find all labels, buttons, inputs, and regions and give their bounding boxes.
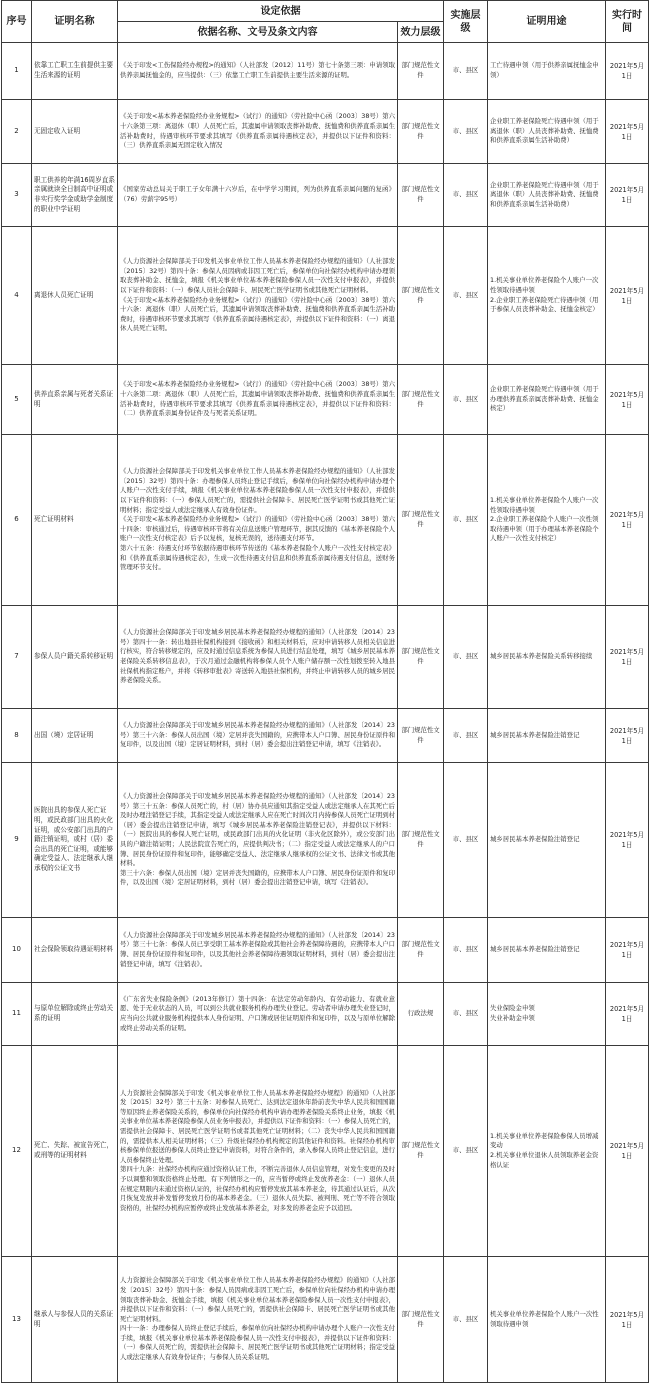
row-number: 7 <box>2 606 32 709</box>
implementation-level: 市、县区 <box>444 227 488 365</box>
implementation-level: 市、县区 <box>444 164 488 227</box>
basis-text: 《人力资源社会保障部关于印发城乡居民基本养老保险经办规程的通知》（人社部发〔2014〕23号）第四十一条：转出地县社保机构接到《接收函》和相关材料后，应对申请转移人员相关信息进行核实，符合转移规定的，应及时通过信息系统为参保人员进行结息处理，填写《城乡居民基本养老保险关系转移信息表》，于次月通过金融机构将参保人员个人账户储存额一次性划拨至转入地县社保机构指定账户，并将《转移审批表》寄送转入地县社保机构，并终止申请转移人员的城乡居民养老保险关系。 <box>118 606 398 709</box>
usage-text: 机关事业单位养老保险个人账户一次性领取待遇申领 <box>488 1257 606 1383</box>
effect-level: 行政法规 <box>398 983 444 1046</box>
effect-level: 部门规范性文件 <box>398 918 444 983</box>
basis-text: 《广东省失业保险条例》（2013年修订）第十四条：在法定劳动年龄内、有劳动能力、有就业意愿、处于无业状态的人员，可以到公共就业服务机构办理失业登记。劳动者申请办理失业登记时，应当向公共就业服务机构提供本人身份证明、户口簿或居住证明原件和复印件，以及与原单位解除或终止劳动关系的证明。 <box>118 983 398 1046</box>
usage-text: 城乡居民基本养老保险关系转移接续 <box>488 606 606 709</box>
certificate-name: 与原单位解除或终止劳动关系的证明 <box>32 983 118 1046</box>
certificate-name: 职工供养的年满16周岁直系亲属就读全日制高中证明或非实行奖学金或助学金制度的职业中学证明 <box>32 164 118 227</box>
effective-date: 2021年5月1日 <box>606 763 649 918</box>
row-number: 12 <box>2 1046 32 1257</box>
basis-text: 《关于印发<工伤保险经办规程>的通知》（人社部发〔2012〕11号）第七十条第三项：申请领取供养亲属抚恤金的，应当提供：（三）依靠工亡职工生前提供主要生活来源的证明。 <box>118 43 398 100</box>
effect-level: 部门规范性文件 <box>398 1257 444 1383</box>
effective-date: 2021年5月1日 <box>606 100 649 164</box>
row-number: 2 <box>2 100 32 164</box>
header-basis-group: 设定依据 <box>118 1 444 22</box>
basis-text: 人力资源社会保障部关于印发《机关事业单位工作人员基本养老保险经办规程》的通知》（人社部发〔2015〕32号）第四十条：参保人员因病或非因工死亡后，参保单位向社保经办机构申请办理领取丧葬补助金、抚恤金手续，填报《机关事业单位基本养老保险参保人员一次性支付申报表》，并提供以下证件和资料：（一）参保人员死亡的，需提供社会保障卡、居民死亡医学证明书或其他死亡证明材料。 四十一条：办理参保人员终止登记手续后，参保单位向社保经办机构申请办理个人账户一次性支付手续，填报《机关事业单位基本养老保险参保人员一次性支付申报表》，并提供以下证件和资料：（一）参保人员死亡的，需提供社会保障卡、居民死亡医学证明书或其他死亡证明材料；指定受益人或法定继承人有效身份证件；与参保人员关系证明。 <box>118 1257 398 1383</box>
table-row <box>2 1257 649 1383</box>
implementation-level: 市、县区 <box>444 1046 488 1257</box>
effective-date: 2021年5月1日 <box>606 1046 649 1257</box>
effect-level: 部门规范性文件 <box>398 709 444 763</box>
effect-level: 部门规范性文件 <box>398 763 444 918</box>
implementation-level: 市、县区 <box>444 1257 488 1383</box>
basis-text: 《人力资源社会保障部关于印发机关事业单位工作人员基本养老保险经办规程的通知》（人社部发〔2015〕32号）第四十条：办理参保人员终止登记手续后，参保单位向社保经办机构申请办理个人账户一次性支付手续，填报《机关事业单位基本养老保险参保人员一次性支付申报表》，并提供以下证件和资料：（一）参保人员死亡的，需提供社会保障卡、居民死亡医学证明书或其他死亡证明材料；指定受益人或法定继承人有效身份证件。 《关于印发<基本养老保险经办业务规程>（试行）的通知》（劳社险中心函〔2003〕38号）第六十四条：审核通过后，待遇审核环节将有关信息送账户管理环节，据其反馈的《基本养老保险个人账户一次性支付核定表》后予以复核，复核无误的，送待遇支付环节。 第六十五条：待遇支付环节依据待遇审核环节传送的《基本养老保险个人账户一次性支付核定表》和《供养直系亲属待遇核定表》，生成一次性待遇支付信息和供养直系亲属待遇支付信息，送财务管理环节支付。 <box>118 435 398 606</box>
certificate-name: 死亡证明材料 <box>32 435 118 606</box>
certificate-name: 依靠工亡职工生前提供主要生活来源的证明 <box>32 43 118 100</box>
basis-text: 《人力资源社会保障部关于印发城乡居民基本养老保险经办规程的通知》（人社部发〔2014〕23号）第三十七条：参保人员已享受职工基本养老保险或其他社会养老保障待遇的，应携带本人户口簿、居民身份证原件和复印件，以及其他社会养老保障待遇领取证明材料，到村（居）委会提出注销登记申请，填写《注销表》。 <box>118 918 398 983</box>
effect-level: 部门规范性文件 <box>398 43 444 100</box>
effective-date: 2021年5月1日 <box>606 983 649 1046</box>
basis-text: 人力资源社会保障部关于印发《机关事业单位工作人员基本养老保险经办规程》的通知》（人社部发〔2015〕32号）第三十五条：对参保人员死亡、达到法定退休年龄前丧失中华人民共和国国籍等原因终止养老保险关系的，参保单位向社保经办机构申请办理养老保险关系终止业务，填报《机关事业单位基本养老保险参保人员业务申报表》，并提供以下证件和资料：（一）参保人员死亡的，需提供社会保障卡、居民死亡医学证明书或者其他死亡证明材料；（二）丧失中华人民共和国国籍的，需提供本人相关证明材料；（三）升级社保经办机构规定的其他证件和资料。社保经办机构审核参保单位报送的参保人员终止登记申请资料，对符合条件的，录入参保人员终止登记信息，进行人员参保终止处理。 第四十九条：社保经办机构应通过资格认证工作，不断完善退休人员信息管理，对发生变更的及时予以调整和领取资格终止处理。有下列情形之一的，应当暂停或终止发放养老金：（一）退休人员在规定期限内未通过资格认证的，社保经办机构应暂停发放其基本养老金，待其通过认证后，从次月恢复发放并补发暂停发放月份的基本养老金。（三）退休人员失踪、被判刑、死亡等不符合领取资格的，社保经办机构应暂停或终止发放基本养老金，对多发的养老金应予以追回。 <box>118 1046 398 1257</box>
effective-date: 2021年5月1日 <box>606 606 649 709</box>
row-number: 3 <box>2 164 32 227</box>
certificate-name: 出国（境）定居证明 <box>32 709 118 763</box>
implementation-level: 市、县区 <box>444 365 488 435</box>
implementation-level: 市、县区 <box>444 435 488 606</box>
table-row <box>2 227 649 365</box>
effective-date: 2021年5月1日 <box>606 43 649 100</box>
implementation-level: 市、县区 <box>444 100 488 164</box>
certificate-name: 参保人员户籍关系转移证明 <box>32 606 118 709</box>
certificate-table <box>1 0 649 1383</box>
certificate-name: 死亡、失踪、被宣告死亡，或刑等的证明材料 <box>32 1046 118 1257</box>
row-number: 13 <box>2 1257 32 1383</box>
basis-text: 《人力资源社会保障部关于印发城乡居民基本养老保险经办规程的通知》（人社部发〔2014〕23号）第三十六条：参保人员出国（境）定居并丧失国籍的，应携带本人户口簿、居民身份证原件和复印件，以及出国（境）定居证明材料，到村（居）委会提出注销登记申请，填写《注销表》。 <box>118 709 398 763</box>
header-seq: 序号 <box>2 1 32 43</box>
usage-text: 1.机关事业单位养老保险个人账户一次性领取待遇申领 2.企业职工养老保险个人账户一次性领取待遇申领（用于办理基本养老保险个人账户一次性支付核定） <box>488 435 606 606</box>
table-row <box>2 709 649 763</box>
effective-date: 2021年5月1日 <box>606 365 649 435</box>
usage-text: 失业保险金申领 失业补助金申领 <box>488 983 606 1046</box>
basis-text: 《人力资源社会保障部关于印发机关事业单位工作人员基本养老保险经办规程的通知》（人社部发〔2015〕32号）第四十条：参保人员因病或非因工死亡后，参保单位向社保经办机构申请办理领取丧葬补助金、抚恤金，填报《机关事业单位基本养老保险参保人员一次性支付申报表》，并提供以下证件和资料：（一）参保人员社会保障卡、居民死亡医学证明书或其他死亡证明材料。 《关于印发<基本养老保险经办业务规程>（试行）的通知》（劳社险中心函〔2003〕38号）第六十六条：离退休（职）人员死亡后，其遗属申请领取丧葬补助费、抚恤费和供养直系亲属生活补助费时，待遇审核环节要求其填写《供养直系亲属待遇核定表》，并提供以下证件和资料：（一）离退休人员死亡证明。 <box>118 227 398 365</box>
implementation-level: 市、县区 <box>444 709 488 763</box>
effect-level: 部门规范性文件 <box>398 227 444 365</box>
certificate-name: 供养直系亲属与死者关系证明 <box>32 365 118 435</box>
effect-level: 部门规范性文件 <box>398 435 444 606</box>
implementation-level: 市、县区 <box>444 606 488 709</box>
row-number: 1 <box>2 43 32 100</box>
usage-text: 1.机关事业单位养老保险个人账户一次性领取待遇申领 2.企业职工养老保险死亡待遇申领（用于参保人员丧葬补助金、抚恤金核定） <box>488 227 606 365</box>
usage-text: 城乡居民基本养老保险注销登记 <box>488 709 606 763</box>
basis-text: 《人力资源社会保障部关于印发城乡居民基本养老保险经办规程的通知》（人社部发〔2014〕23号）第三十五条：参保人员死亡的，村（居）协办员应通知其指定受益人或法定继承人在其死亡后及时办理注销登记手续，其指定受益人或法定继承人应在死亡时间次月内持参保人员死亡证明到村（居）委会提出注销登记申请，填写《城乡居民基本养老保险注销登记表》，并提供以下材料：（一）医院出具的参保人死亡证明，或民政部门出具的火化证明（非火化区除外），或公安部门出具的户籍注销证明；人民法院宣告死亡的，应提供判决书；（二）指定受益人或法定继承人的户口簿、居民身份证原件和复印件，能够确定受益人、法定继承人继承权的公证文书、法律文书或其他材料。 第三十六条：参保人员出国（境）定居并丧失国籍的，应携带本人户口簿、居民身份证原件和复印件，以及出国（境）定居证明材料，到村（居）委会提出注销登记申请，填写《注销表》。 <box>118 763 398 918</box>
usage-text: 城乡居民基本养老保险注销登记 <box>488 763 606 918</box>
header-effect: 效力层级 <box>398 22 444 43</box>
usage-text: 企业职工养老保险死亡待遇申领（用于离退休（职）人员丧葬补助费、抚恤费和供养直系亲属生活补助费） <box>488 164 606 227</box>
effective-date: 2021年5月1日 <box>606 1257 649 1383</box>
table-row <box>2 1046 649 1257</box>
row-number: 10 <box>2 918 32 983</box>
effect-level: 部门规范性文件 <box>398 365 444 435</box>
header-name: 证明名称 <box>32 1 118 43</box>
header-date: 实行时间 <box>606 1 649 43</box>
basis-text: 《关于印发<基本养老保险经办业务规程>（试行）的通知》（劳社险中心函〔2003〕38号）第六十六条第二项：离退休（职）人员死亡后，其遗属申请领取丧葬补助费、抚恤费和供养直系亲属生活补助费时，待遇审核环节要求其填写《供养直系亲属待遇核定表》，并提供以下证件和资料：（二）供养直系亲属身份证件及与死者关系证明。 <box>118 365 398 435</box>
usage-text: 企业职工养老保险死亡待遇申领（用于离退休（职）人员丧葬补助费、抚恤费和供养直系亲属生活补助费） <box>488 100 606 164</box>
effective-date: 2021年5月1日 <box>606 164 649 227</box>
row-number: 4 <box>2 227 32 365</box>
table-row <box>2 164 649 227</box>
certificate-name: 社会保险领取待遇证明材料 <box>32 918 118 983</box>
implementation-level: 市、县区 <box>444 918 488 983</box>
header-basis: 依据名称、文号及条文内容 <box>118 22 398 43</box>
header-level: 实施层级 <box>444 1 488 43</box>
table-row <box>2 606 649 709</box>
implementation-level: 市、县区 <box>444 763 488 918</box>
basis-text: 《国家劳动总局关于职工子女年满十六岁后，在中学学习期间，列为供养直系亲属问题的复函》（76）劳薪字95号） <box>118 164 398 227</box>
row-number: 8 <box>2 709 32 763</box>
usage-text: 1.机关事业单位养老保险参保人员增减变动 2.机关事业单位退休人员领取养老金资格认证 <box>488 1046 606 1257</box>
table-row <box>2 763 649 918</box>
effective-date: 2021年5月1日 <box>606 709 649 763</box>
usage-text: 工亡待遇申领（用于供养亲属抚恤金申领） <box>488 43 606 100</box>
table-row <box>2 365 649 435</box>
usage-text: 企业职工养老保险死亡待遇申领（用于办理供养直系亲属丧葬补助费、抚恤金核定） <box>488 365 606 435</box>
effect-level: 部门规范性文件 <box>398 1046 444 1257</box>
table-row <box>2 43 649 100</box>
certificate-name: 离退休人员死亡证明 <box>32 227 118 365</box>
table-row <box>2 100 649 164</box>
effective-date: 2021年5月1日 <box>606 227 649 365</box>
row-number: 9 <box>2 763 32 918</box>
row-number: 5 <box>2 365 32 435</box>
table-row <box>2 435 649 606</box>
effective-date: 2021年5月1日 <box>606 435 649 606</box>
row-number: 6 <box>2 435 32 606</box>
header-usage: 证明用途 <box>488 1 606 43</box>
implementation-level: 市、县区 <box>444 983 488 1046</box>
basis-text: 《关于印发<基本养老保险经办业务规程>（试行）的通知》（劳社险中心函〔2003〕38号）第六十六条第三项：离退休（职）人员死亡后，其遗属申请领取丧葬补助费、抚恤费和供养直系亲属生活补助费时，待遇审核环节要求其填写《供养直系亲属待遇核定表》，并提供以下证件和资料：（三）供养直系亲属无固定收入情况 <box>118 100 398 164</box>
certificate-name: 无固定收入证明 <box>32 100 118 164</box>
effect-level: 部门规范性文件 <box>398 100 444 164</box>
effect-level: 部门规范性文件 <box>398 606 444 709</box>
row-number: 11 <box>2 983 32 1046</box>
certificate-name: 医院出具的参保人死亡证明，或民政部门出具的火化证明，或公安部门出具的户籍注销证明，或村（居）委会出具的死亡证明，或能够确定受益人、法定继承人继承权的公证文书 <box>32 763 118 918</box>
certificate-name: 继承人与参保人员的关系证明 <box>32 1257 118 1383</box>
table-row <box>2 983 649 1046</box>
implementation-level: 市、县区 <box>444 43 488 100</box>
effect-level: 部门规范性文件 <box>398 164 444 227</box>
effective-date: 2021年5月1日 <box>606 918 649 983</box>
table-row <box>2 918 649 983</box>
usage-text: 城乡居民基本养老保险注销登记 <box>488 918 606 983</box>
